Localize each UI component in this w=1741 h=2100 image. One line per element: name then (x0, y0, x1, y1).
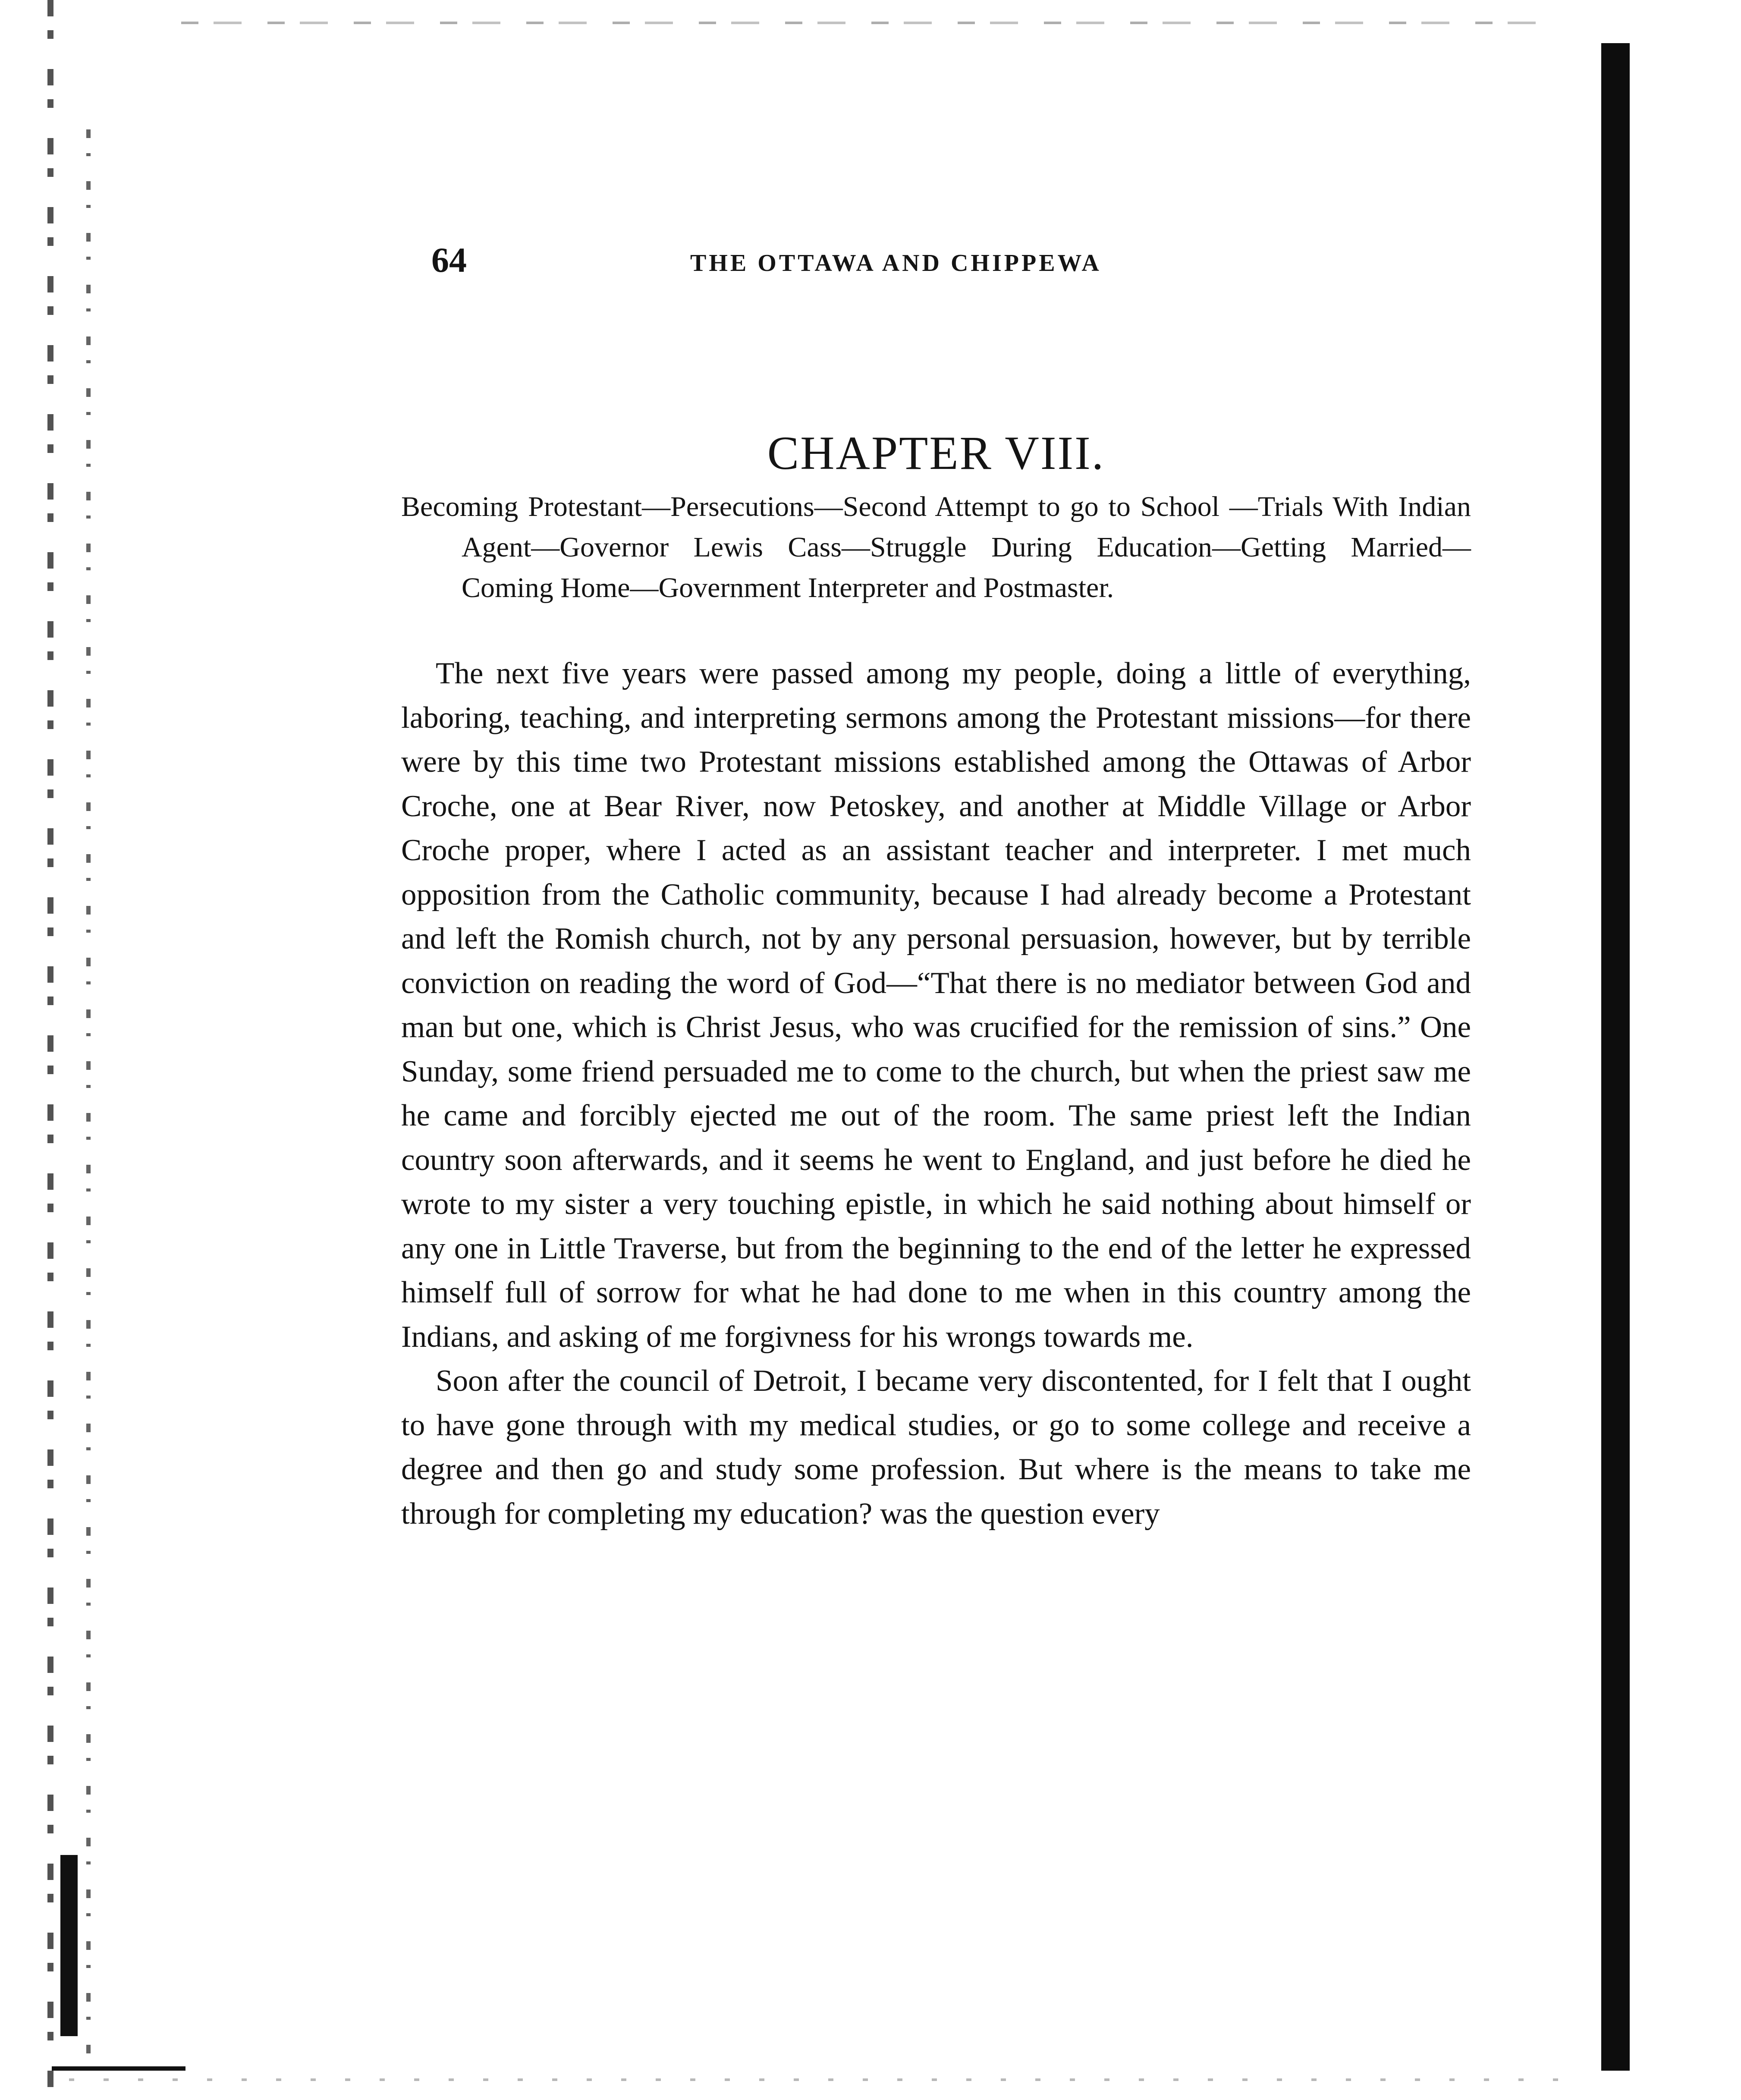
scan-edge-left (47, 0, 53, 2100)
chapter-title: CHAPTER VIII. (767, 427, 1105, 479)
scan-rule-bottom (52, 2066, 185, 2071)
scan-edge-left-bottom (60, 1855, 78, 2036)
scan-noise-top (181, 22, 1540, 24)
scan-noise-bottom (69, 2078, 1579, 2081)
paragraph: The next five years were passed among my people, doing a little of everything, laboring, teaching, and interpreting sermons among the Protestant missions—for there were by this time two Protestant missions established among the Ottawas of Arbor Croche, one at Bear River, now Petoskey, and another at Middle Village or Arbor Croche proper, where I acted as an assistant teacher and interpreter. I met much opposition from the Catholic community, because I had already become a Protestant and left the Romish church, not by any personal persuasion, however, but by terrible conviction on reading the word of God—“That there is no mediator between God and man but one, which is Christ Jesus, who was crucified for the remission of sins.” One Sunday, some friend persuaded me to come to the church, but when the priest saw me he came and forcibly ejected me out of the room. The same priest left the Indian country soon afterwards, and it seems he went to England, and just before he died he wrote to my sister a very touching epistle, in which he said nothing about himself or any one in Little Traverse, but from the beginning to the end of the letter he expressed himself full of sorrow for what he had done to me when in this country among the Indians, and asking of me forgivness for his wrongs towards me. (401, 657, 1471, 1354)
body-text (401, 651, 1471, 1536)
chapter-synopsis: Becoming Protestant—Persecutions—Second Attempt to go to School —Trials With Indian Agent—Governor Lewis Cass—Struggle During Education—Getting Married—Coming Home—Government Interpreter and Postmaster. (401, 491, 1471, 604)
paragraph: Soon after the council of Detroit, I became very discontented, for I felt that I ought to have gone through with my medical studies, or go to some college and receive a degree and then go and study some profession. But where is the means to take me through for completing my education? was the question every (401, 1364, 1471, 1531)
running-title: THE OTTAWA AND CHIPPEWA (690, 250, 1102, 277)
scan-edge-left-inner (86, 129, 91, 2071)
page-number: 64 (431, 240, 467, 280)
scan-binding-shadow (1601, 43, 1630, 2071)
running-head (431, 236, 1488, 284)
